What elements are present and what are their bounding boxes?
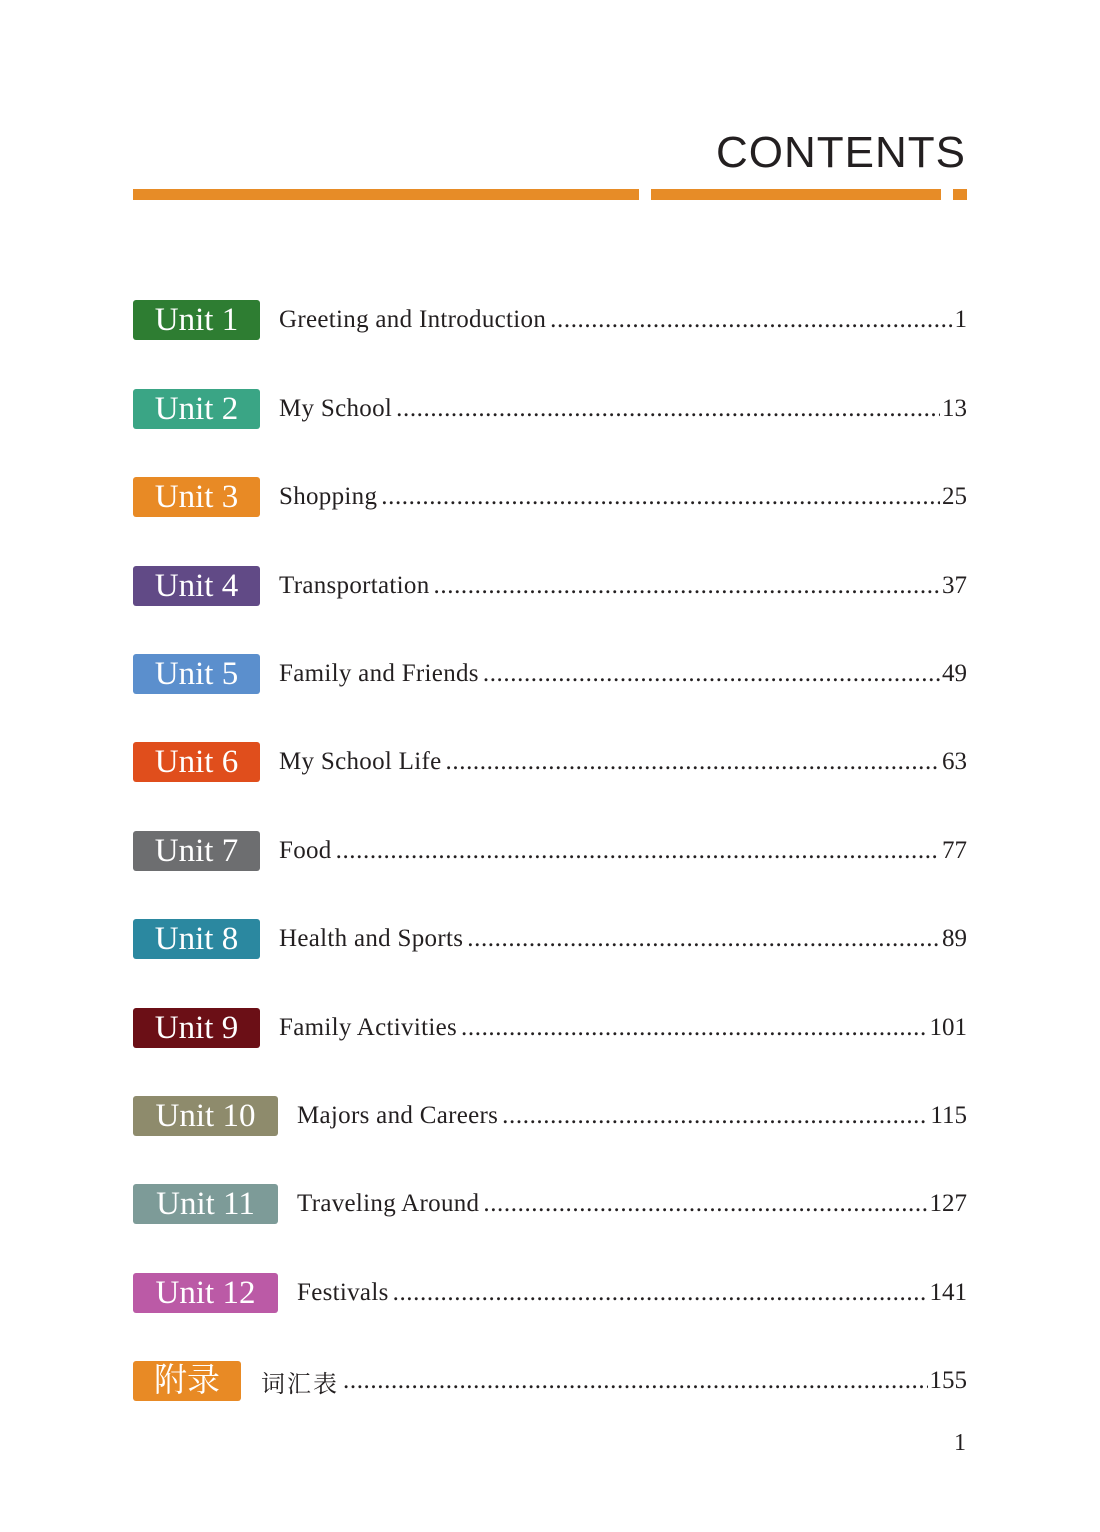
entry-title: Traveling Around xyxy=(297,1190,480,1217)
unit-badge: Unit 1 xyxy=(133,300,260,340)
unit-badge: Unit 8 xyxy=(133,919,260,959)
toc-entry-unit-10[interactable] xyxy=(133,1096,967,1136)
toc-entry-unit-8[interactable] xyxy=(133,919,967,959)
toc-entry-appendix[interactable] xyxy=(133,1361,967,1401)
page-number: 1 xyxy=(954,1430,966,1456)
unit-badge: Unit 4 xyxy=(133,566,260,606)
toc-entry-unit-4[interactable] xyxy=(133,566,967,606)
dot-leader xyxy=(483,660,940,688)
entry-title: Food xyxy=(279,837,332,864)
entry-page-number: 13 xyxy=(942,395,967,422)
unit-badge: Unit 11 xyxy=(133,1184,278,1224)
toc-entry-unit-2[interactable] xyxy=(133,389,967,429)
entry-page-number: 115 xyxy=(930,1102,967,1129)
dot-leader xyxy=(502,1102,928,1130)
dot-leader xyxy=(467,925,940,953)
entry-title: Majors and Careers xyxy=(297,1102,499,1129)
unit-badge: Unit 3 xyxy=(133,477,260,517)
entry-page-number: 155 xyxy=(929,1367,967,1394)
unit-badge: Unit 7 xyxy=(133,831,260,871)
entry-title: Shopping xyxy=(279,483,378,510)
dot-leader xyxy=(461,1014,927,1042)
header-rule-long xyxy=(133,189,639,200)
dot-leader xyxy=(446,748,940,776)
dot-leader xyxy=(483,1190,927,1218)
toc-entry-unit-5[interactable] xyxy=(133,654,967,694)
entry-title: Greeting and Introduction xyxy=(279,306,547,333)
header-rule-square xyxy=(953,189,967,200)
entry-title: My School Life xyxy=(279,748,442,775)
entry-title: 词汇表 xyxy=(261,1369,339,1398)
entry-title: My School xyxy=(279,395,393,422)
unit-badge: Unit 12 xyxy=(133,1273,278,1313)
entry-page-number: 89 xyxy=(942,925,967,952)
toc-entry-unit-9[interactable] xyxy=(133,1008,967,1048)
page-title: CONTENTS xyxy=(716,128,966,177)
toc-entry-unit-12[interactable] xyxy=(133,1273,967,1313)
entry-page-number: 127 xyxy=(929,1190,967,1217)
toc-entry-unit-6[interactable] xyxy=(133,742,967,782)
entry-title: Health and Sports xyxy=(279,925,464,952)
dot-leader xyxy=(550,306,952,334)
dot-leader xyxy=(393,1279,928,1307)
dot-leader xyxy=(343,1367,928,1395)
entry-title: Family Activities xyxy=(279,1014,458,1041)
unit-badge: Unit 2 xyxy=(133,389,260,429)
unit-badge: Unit 10 xyxy=(133,1096,278,1136)
entry-page-number: 77 xyxy=(942,837,967,864)
toc-entry-unit-11[interactable] xyxy=(133,1184,967,1224)
toc-entry-unit-3[interactable] xyxy=(133,477,967,517)
header-rule-medium xyxy=(651,189,941,200)
unit-badge: Unit 5 xyxy=(133,654,260,694)
entry-page-number: 63 xyxy=(942,748,967,775)
entry-title: Family and Friends xyxy=(279,660,479,687)
entry-title: Festivals xyxy=(297,1279,389,1306)
toc-entry-unit-7[interactable] xyxy=(133,831,967,871)
entry-page-number: 37 xyxy=(942,572,967,599)
entry-page-number: 141 xyxy=(929,1279,967,1306)
entry-page-number: 1 xyxy=(954,306,967,333)
appendix-badge: 附录 xyxy=(133,1361,241,1401)
dot-leader xyxy=(381,483,940,511)
entry-title: Transportation xyxy=(279,572,430,599)
entry-page-number: 49 xyxy=(942,660,967,687)
entry-page-number: 25 xyxy=(942,483,967,510)
unit-badge: Unit 9 xyxy=(133,1008,260,1048)
dot-leader xyxy=(434,572,940,600)
toc-entry-unit-1[interactable] xyxy=(133,300,967,340)
unit-badge: Unit 6 xyxy=(133,742,260,782)
dot-leader xyxy=(396,395,940,423)
dot-leader xyxy=(336,837,940,865)
entry-page-number: 101 xyxy=(929,1014,967,1041)
